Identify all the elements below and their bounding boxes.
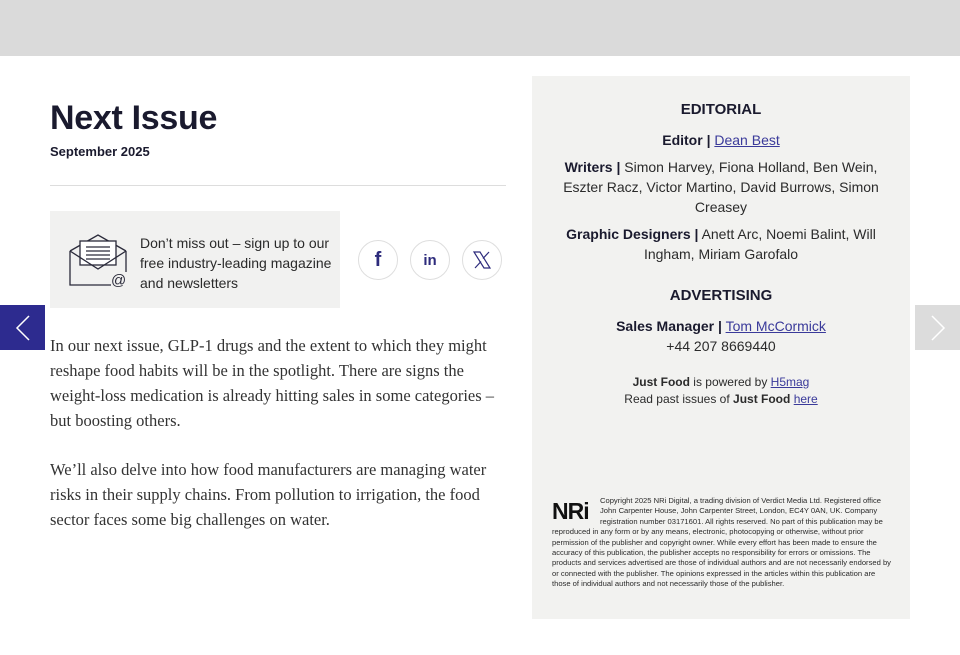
divider [50, 185, 506, 186]
powered-by-line [532, 374, 910, 391]
newsletter-signup-banner[interactable] [50, 211, 340, 308]
top-bar [0, 0, 960, 56]
editor-credit [532, 130, 910, 150]
editor-label: Editor | [662, 132, 711, 148]
sales-label: Sales Manager | [616, 318, 722, 334]
writers-credit [532, 157, 910, 217]
next-page-button[interactable] [915, 305, 960, 350]
designers-names: Anett Arc, Noemi Balint, Will Ingham, Miriam Garofalo [643, 226, 876, 262]
editor-link[interactable]: Dean Best [714, 132, 780, 148]
sales-credit [532, 316, 910, 336]
powered-text: is powered by [689, 375, 771, 389]
writers-names: Simon Harvey, Fiona Holland, Ben Wein, Eszter Racz, Victor Martino, David Burrows, Simon Creasey [563, 159, 879, 215]
page-title: Next Issue [50, 99, 218, 137]
envelope-at-icon [69, 231, 127, 289]
nri-logo: NRi [552, 498, 589, 524]
past-issues-link[interactable]: here [793, 392, 818, 406]
x-share-button[interactable] [462, 240, 502, 280]
brand-name: Just Food [632, 375, 690, 389]
editorial-heading: EDITORIAL [680, 101, 762, 118]
brand-name: Just Food [733, 392, 791, 406]
signup-text: Don’t miss out – sign up to our free industry-leading magazine and newsletters [140, 235, 332, 291]
x-icon [473, 251, 491, 269]
svg-text:@: @ [111, 272, 127, 289]
past-issues-text: Read past issues of [624, 392, 734, 406]
designers-label: Graphic Designers | [566, 226, 699, 242]
issue-date: September 2025 [50, 144, 150, 159]
past-issues-line [532, 391, 910, 408]
chevron-left-icon [15, 315, 31, 341]
legal-notice [552, 496, 892, 590]
writers-label: Writers | [564, 159, 621, 175]
chevron-right-icon [930, 315, 946, 341]
article-paragraph: In our next issue, GLP-1 drugs and the extent to which they might reshape food habits will be in the spotlight. There are signs the weight-loss medication is already hitting sales in some categories – but boosting others. [50, 336, 495, 430]
linkedin-icon: in [423, 251, 437, 269]
facebook-icon: f [374, 248, 382, 271]
article-body [50, 333, 510, 556]
credits-panel [532, 76, 910, 619]
facebook-share-button[interactable] [358, 240, 398, 280]
advertising-heading: ADVERTISING [669, 287, 773, 304]
designers-credit [532, 224, 910, 264]
linkedin-share-button[interactable] [410, 240, 450, 280]
article-paragraph: We’ll also delve into how food manufacturers are managing water risks in their supply chains. From pollution to irrigation, the food sector faces some big challenges on water. [50, 460, 487, 529]
legal-text: Copyright 2025 NRi Digital, a trading division of Verdict Media Ltd. Registered office John Carpenter House, John Carpenter Street, London, EC4Y 0AN, UK. Company registration number 03171601. All rights reserved. No part of this publication may be reproduced in any form or by any means, electronic, photocopying or otherwise, without prior permission of the publisher and copyright owner. While every effort has been made to ensure the accuracy of this publication, the publisher accepts no responsibility for errors or omissions. The products and services advertised are those of individual authors and are not necessarily endorsed by or connected with the publisher. The opinions expressed in the articles within this publication are those of individual authors and not necessarily those of the publisher. [552, 496, 891, 589]
sales-manager-link[interactable]: Tom McCormick [725, 318, 826, 334]
previous-page-button[interactable] [0, 305, 45, 350]
h5mag-link[interactable]: H5mag [770, 375, 810, 389]
sales-phone: +44 207 8669440 [666, 338, 776, 354]
